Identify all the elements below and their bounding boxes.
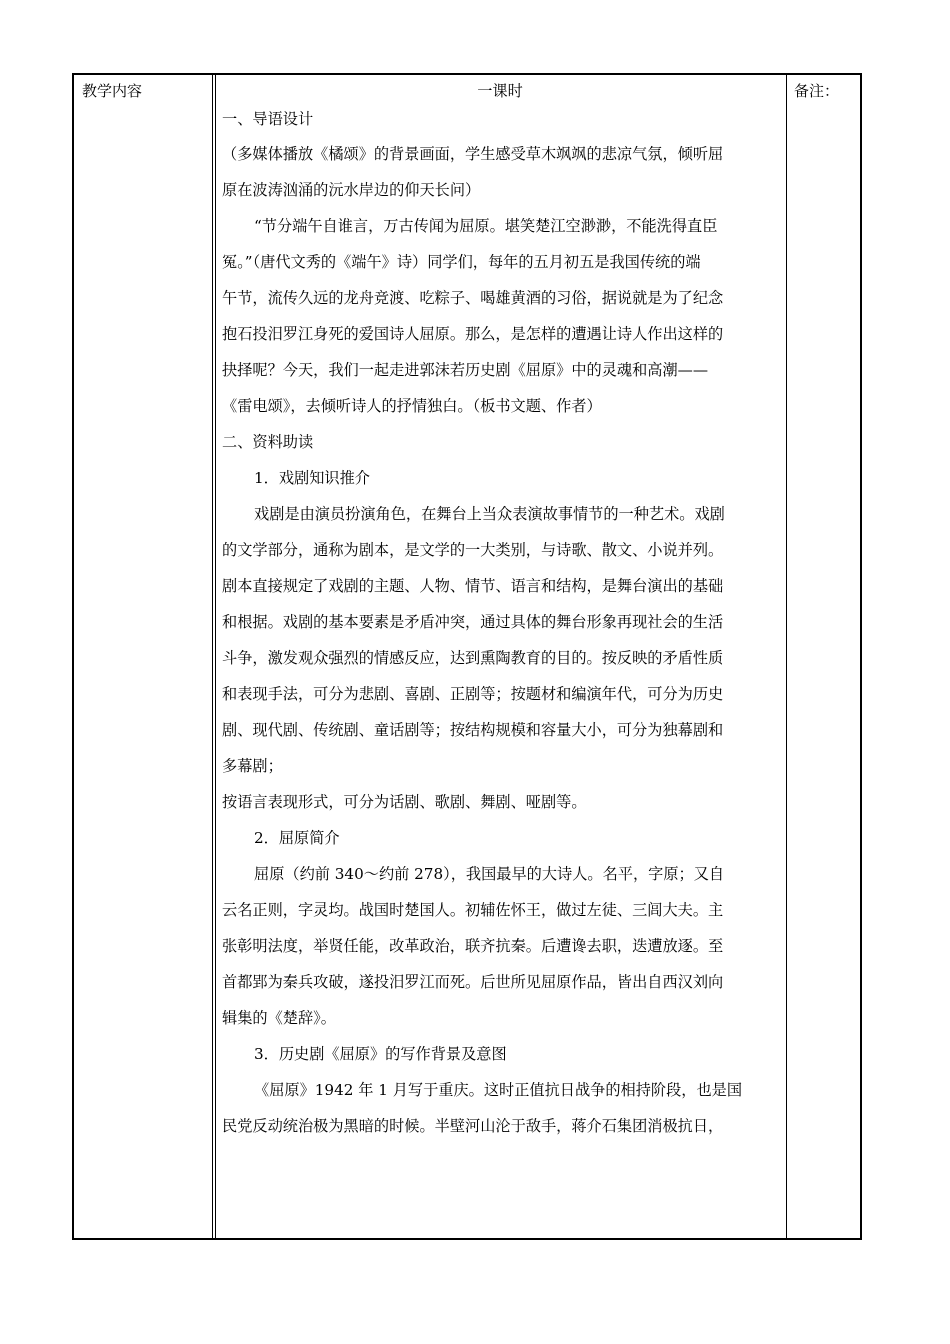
lesson-lines bbox=[222, 103, 778, 1144]
text-line: 冤。”（唐代文秀的《端午》诗）同学们，每年的五月初五是我国传统的端 bbox=[222, 253, 701, 271]
column-divider bbox=[786, 75, 787, 1238]
text-line: 3．历史剧《屈原》的写作背景及意图 bbox=[254, 1045, 507, 1063]
text-line: 和根据。戏剧的基本要素是矛盾冲突，通过具体的舞台形象再现社会的生活 bbox=[222, 613, 724, 631]
text-line: 首都郢为秦兵攻破，遂投汨罗江而死。后世所见屈原作品，皆出自西汉刘向 bbox=[222, 973, 724, 991]
text-line: 屈原（约前 340～约前 278），我国最早的大诗人。名平，字原；又自 bbox=[254, 865, 725, 883]
text-line: 原在波涛汹涌的沅水岸边的仰天长问） bbox=[222, 181, 481, 199]
text-line: 一、导语设计 bbox=[222, 110, 314, 128]
text-line: 剧本直接规定了戏剧的主题、人物、情节、语言和结构，是舞台演出的基础 bbox=[222, 577, 724, 595]
text-line: 多幕剧； bbox=[222, 757, 283, 775]
teaching-content-label: 教学内容 bbox=[82, 82, 143, 100]
text-line: 的文学部分，通称为剧本，是文学的一大类别，与诗歌、散文、小说并列。 bbox=[222, 541, 724, 559]
text-line: 《屈原》1942 年 1 月写于重庆。这时正值抗日战争的相持阶段，也是国 bbox=[254, 1081, 743, 1099]
text-line: 辑集的《楚辞》。 bbox=[222, 1009, 336, 1027]
lesson-table bbox=[72, 73, 862, 1240]
text-line: 1．戏剧知识推介 bbox=[254, 469, 370, 487]
column-divider bbox=[212, 75, 213, 1238]
text-line: 2．屈原简介 bbox=[254, 829, 340, 847]
text-line: 戏剧是由演员扮演角色，在舞台上当众表演故事情节的一种艺术。戏剧 bbox=[254, 505, 725, 523]
text-line: 午节，流传久远的龙舟竞渡、吃粽子、喝雄黄酒的习俗，据说就是为了纪念 bbox=[222, 289, 724, 307]
text-line: 二、资料助读 bbox=[222, 433, 314, 451]
text-line: （多媒体播放《橘颂》的背景画面，学生感受草木飒飒的悲凉气氛，倾听屈 bbox=[222, 145, 724, 163]
lesson-body bbox=[222, 79, 778, 1144]
column-divider bbox=[215, 75, 216, 1238]
text-line: 抉择呢？今天，我们一起走进郭沫若历史剧《屈原》中的灵魂和高潮—— bbox=[222, 361, 708, 379]
text-line: 和表现手法，可分为悲剧、喜剧、正剧等；按题材和编演年代，可分为历史 bbox=[222, 685, 724, 703]
text-line: 斗争，激发观众强烈的情感反应，达到熏陶教育的目的。按反映的矛盾性质 bbox=[222, 649, 724, 667]
text-line: 抱石投汨罗江身死的爱国诗人屈原。那么，是怎样的遭遇让诗人作出这样的 bbox=[222, 325, 724, 343]
text-line: 张彰明法度，举贤任能，改革政治，联齐抗秦。后遭谗去职，迭遭放逐。至 bbox=[222, 937, 724, 955]
text-line: 《雷电颂》，去倾听诗人的抒情独白。（板书文题、作者） bbox=[222, 397, 602, 415]
text-line: 云名正则，字灵均。战国时楚国人。初辅佐怀王，做过左徒、三闾大夫。主 bbox=[222, 901, 724, 919]
text-line: 按语言表现形式，可分为话剧、歌剧、舞剧、哑剧等。 bbox=[222, 793, 587, 811]
text-line: “节分端午自谁言，万古传闻为屈原。堪笑楚江空渺渺，不能洗得直臣 bbox=[254, 217, 718, 235]
text-line: 民党反动统治极为黑暗的时候。半壁河山沦于敌手，蒋介石集团消极抗日， bbox=[222, 1117, 724, 1135]
session-title: 一课时 bbox=[477, 82, 523, 100]
remarks-label: 备注： bbox=[794, 82, 840, 100]
text-line: 剧、现代剧、传统剧、童话剧等；按结构规模和容量大小，可分为独幕剧和 bbox=[222, 721, 724, 739]
